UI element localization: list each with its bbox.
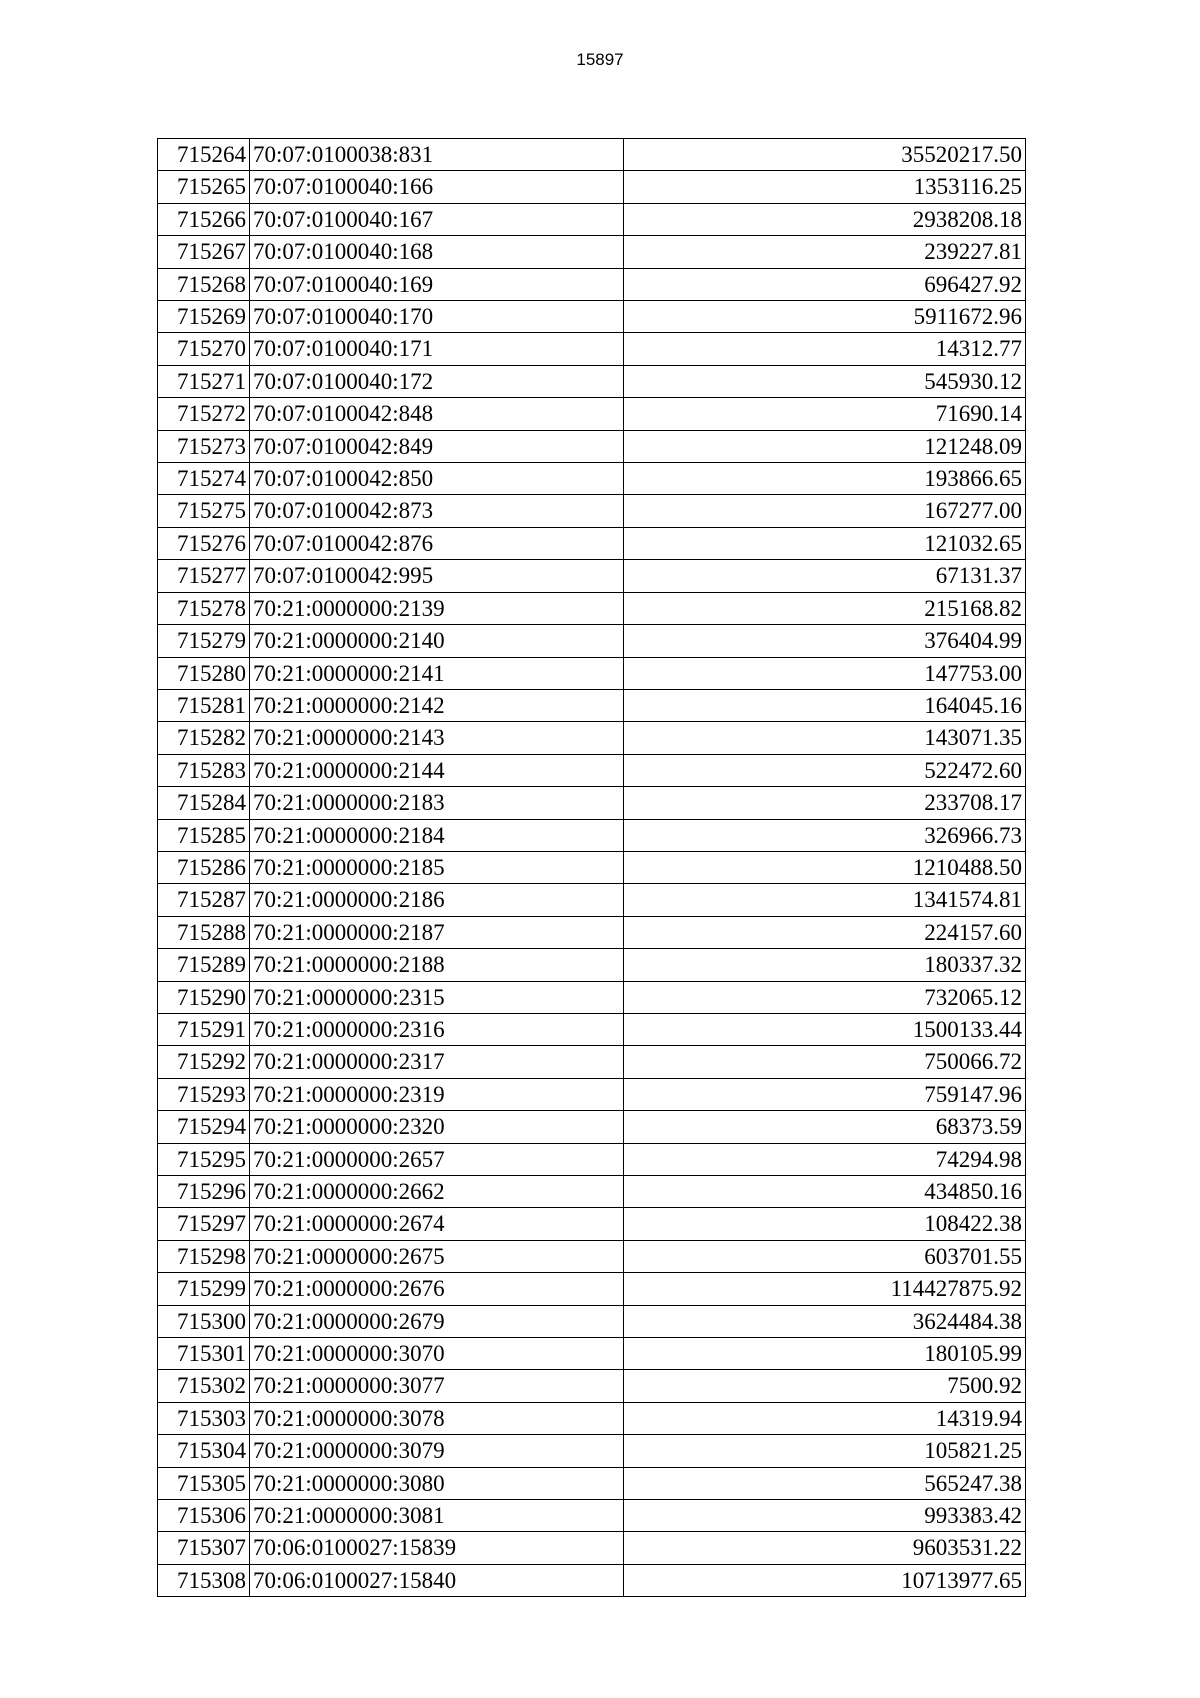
row-number-cell: 715275 bbox=[158, 495, 250, 527]
table-row bbox=[158, 1240, 1026, 1272]
row-number-cell: 715302 bbox=[158, 1370, 250, 1402]
table-row bbox=[158, 236, 1026, 268]
table-row bbox=[158, 916, 1026, 948]
table-row bbox=[158, 463, 1026, 495]
cadastral-number-cell: 70:21:0000000:2317 bbox=[250, 1046, 624, 1078]
value-cell: 434850.16 bbox=[624, 1176, 1026, 1208]
value-cell: 193866.65 bbox=[624, 463, 1026, 495]
value-cell: 5911672.96 bbox=[624, 301, 1026, 333]
registry-table-body bbox=[158, 139, 1026, 1597]
cadastral-number-cell: 70:21:0000000:2675 bbox=[250, 1240, 624, 1272]
cadastral-number-cell: 70:21:0000000:2142 bbox=[250, 689, 624, 721]
value-cell: 224157.60 bbox=[624, 916, 1026, 948]
cadastral-number-cell: 70:06:0100027:15839 bbox=[250, 1532, 624, 1564]
table-row bbox=[158, 1370, 1026, 1402]
table-row bbox=[158, 819, 1026, 851]
row-number-cell: 715296 bbox=[158, 1176, 250, 1208]
page-number: 15897 bbox=[576, 50, 624, 69]
row-number-cell: 715279 bbox=[158, 625, 250, 657]
table-row bbox=[158, 333, 1026, 365]
cadastral-number-cell: 70:21:0000000:2315 bbox=[250, 981, 624, 1013]
row-number-cell: 715281 bbox=[158, 689, 250, 721]
table-row bbox=[158, 1402, 1026, 1434]
table-row bbox=[158, 430, 1026, 462]
value-cell: 7500.92 bbox=[624, 1370, 1026, 1402]
cadastral-number-cell: 70:07:0100040:171 bbox=[250, 333, 624, 365]
row-number-cell: 715299 bbox=[158, 1273, 250, 1305]
value-cell: 1341574.81 bbox=[624, 884, 1026, 916]
cadastral-number-cell: 70:07:0100040:168 bbox=[250, 236, 624, 268]
cadastral-number-cell: 70:21:0000000:2316 bbox=[250, 1013, 624, 1045]
table-row bbox=[158, 171, 1026, 203]
cadastral-number-cell: 70:07:0100040:172 bbox=[250, 365, 624, 397]
value-cell: 233708.17 bbox=[624, 787, 1026, 819]
table-row bbox=[158, 592, 1026, 624]
row-number-cell: 715290 bbox=[158, 981, 250, 1013]
table-row bbox=[158, 301, 1026, 333]
row-number-cell: 715305 bbox=[158, 1467, 250, 1499]
table-row bbox=[158, 495, 1026, 527]
table-row bbox=[158, 1532, 1026, 1564]
cadastral-number-cell: 70:21:0000000:2140 bbox=[250, 625, 624, 657]
value-cell: 603701.55 bbox=[624, 1240, 1026, 1272]
cadastral-number-cell: 70:21:0000000:2141 bbox=[250, 657, 624, 689]
cadastral-number-cell: 70:21:0000000:2657 bbox=[250, 1143, 624, 1175]
row-number-cell: 715276 bbox=[158, 527, 250, 559]
row-number-cell: 715308 bbox=[158, 1564, 250, 1596]
table-row bbox=[158, 1305, 1026, 1337]
row-number-cell: 715270 bbox=[158, 333, 250, 365]
value-cell: 565247.38 bbox=[624, 1467, 1026, 1499]
table-row bbox=[158, 365, 1026, 397]
row-number-cell: 715271 bbox=[158, 365, 250, 397]
row-number-cell: 715286 bbox=[158, 851, 250, 883]
row-number-cell: 715301 bbox=[158, 1338, 250, 1370]
row-number-cell: 715294 bbox=[158, 1111, 250, 1143]
value-cell: 326966.73 bbox=[624, 819, 1026, 851]
row-number-cell: 715297 bbox=[158, 1208, 250, 1240]
value-cell: 105821.25 bbox=[624, 1435, 1026, 1467]
value-cell: 696427.92 bbox=[624, 268, 1026, 300]
cadastral-number-cell: 70:21:0000000:2674 bbox=[250, 1208, 624, 1240]
value-cell: 1353116.25 bbox=[624, 171, 1026, 203]
cadastral-number-cell: 70:21:0000000:2679 bbox=[250, 1305, 624, 1337]
table-row bbox=[158, 1435, 1026, 1467]
row-number-cell: 715306 bbox=[158, 1500, 250, 1532]
cadastral-number-cell: 70:21:0000000:2185 bbox=[250, 851, 624, 883]
row-number-cell: 715277 bbox=[158, 560, 250, 592]
cadastral-number-cell: 70:07:0100038:831 bbox=[250, 139, 624, 171]
value-cell: 67131.37 bbox=[624, 560, 1026, 592]
value-cell: 545930.12 bbox=[624, 365, 1026, 397]
row-number-cell: 715284 bbox=[158, 787, 250, 819]
table-row bbox=[158, 1013, 1026, 1045]
row-number-cell: 715274 bbox=[158, 463, 250, 495]
value-cell: 732065.12 bbox=[624, 981, 1026, 1013]
row-number-cell: 715293 bbox=[158, 1078, 250, 1110]
table-row bbox=[158, 1564, 1026, 1596]
value-cell: 147753.00 bbox=[624, 657, 1026, 689]
value-cell: 167277.00 bbox=[624, 495, 1026, 527]
row-number-cell: 715292 bbox=[158, 1046, 250, 1078]
value-cell: 759147.96 bbox=[624, 1078, 1026, 1110]
value-cell: 121032.65 bbox=[624, 527, 1026, 559]
table-row bbox=[158, 754, 1026, 786]
row-number-cell: 715283 bbox=[158, 754, 250, 786]
cadastral-number-cell: 70:07:0100040:166 bbox=[250, 171, 624, 203]
value-cell: 108422.38 bbox=[624, 1208, 1026, 1240]
cadastral-number-cell: 70:21:0000000:2186 bbox=[250, 884, 624, 916]
cadastral-number-cell: 70:21:0000000:2188 bbox=[250, 949, 624, 981]
value-cell: 121248.09 bbox=[624, 430, 1026, 462]
table-row bbox=[158, 1273, 1026, 1305]
value-cell: 993383.42 bbox=[624, 1500, 1026, 1532]
cadastral-number-cell: 70:07:0100042:850 bbox=[250, 463, 624, 495]
table-row bbox=[158, 1078, 1026, 1110]
value-cell: 164045.16 bbox=[624, 689, 1026, 721]
row-number-cell: 715282 bbox=[158, 722, 250, 754]
cadastral-number-cell: 70:21:0000000:3070 bbox=[250, 1338, 624, 1370]
cadastral-number-cell: 70:21:0000000:3077 bbox=[250, 1370, 624, 1402]
cadastral-number-cell: 70:07:0100042:876 bbox=[250, 527, 624, 559]
value-cell: 114427875.92 bbox=[624, 1273, 1026, 1305]
table-row bbox=[158, 625, 1026, 657]
value-cell: 74294.98 bbox=[624, 1143, 1026, 1175]
cadastral-number-cell: 70:21:0000000:2662 bbox=[250, 1176, 624, 1208]
table-row bbox=[158, 203, 1026, 235]
cadastral-number-cell: 70:21:0000000:2676 bbox=[250, 1273, 624, 1305]
table-row bbox=[158, 981, 1026, 1013]
cadastral-number-cell: 70:21:0000000:2144 bbox=[250, 754, 624, 786]
row-number-cell: 715273 bbox=[158, 430, 250, 462]
cadastral-number-cell: 70:06:0100027:15840 bbox=[250, 1564, 624, 1596]
table-row bbox=[158, 1467, 1026, 1499]
table-row bbox=[158, 1111, 1026, 1143]
cadastral-number-cell: 70:07:0100042:849 bbox=[250, 430, 624, 462]
cadastral-number-cell: 70:21:0000000:2183 bbox=[250, 787, 624, 819]
value-cell: 35520217.50 bbox=[624, 139, 1026, 171]
row-number-cell: 715269 bbox=[158, 301, 250, 333]
table-row bbox=[158, 139, 1026, 171]
value-cell: 239227.81 bbox=[624, 236, 1026, 268]
cadastral-number-cell: 70:07:0100040:170 bbox=[250, 301, 624, 333]
table-row bbox=[158, 398, 1026, 430]
cadastral-number-cell: 70:21:0000000:2184 bbox=[250, 819, 624, 851]
table-row bbox=[158, 722, 1026, 754]
value-cell: 180105.99 bbox=[624, 1338, 1026, 1370]
table-row bbox=[158, 1176, 1026, 1208]
value-cell: 215168.82 bbox=[624, 592, 1026, 624]
row-number-cell: 715266 bbox=[158, 203, 250, 235]
row-number-cell: 715303 bbox=[158, 1402, 250, 1434]
value-cell: 376404.99 bbox=[624, 625, 1026, 657]
row-number-cell: 715289 bbox=[158, 949, 250, 981]
cadastral-number-cell: 70:21:0000000:2319 bbox=[250, 1078, 624, 1110]
value-cell: 1210488.50 bbox=[624, 851, 1026, 883]
table-row bbox=[158, 949, 1026, 981]
table-row bbox=[158, 851, 1026, 883]
table-row bbox=[158, 560, 1026, 592]
table-row bbox=[158, 1500, 1026, 1532]
table-row bbox=[158, 268, 1026, 300]
table-row bbox=[158, 657, 1026, 689]
row-number-cell: 715304 bbox=[158, 1435, 250, 1467]
cadastral-number-cell: 70:07:0100042:995 bbox=[250, 560, 624, 592]
cadastral-number-cell: 70:21:0000000:2139 bbox=[250, 592, 624, 624]
cadastral-number-cell: 70:21:0000000:2187 bbox=[250, 916, 624, 948]
value-cell: 10713977.65 bbox=[624, 1564, 1026, 1596]
row-number-cell: 715288 bbox=[158, 916, 250, 948]
row-number-cell: 715278 bbox=[158, 592, 250, 624]
value-cell: 68373.59 bbox=[624, 1111, 1026, 1143]
row-number-cell: 715264 bbox=[158, 139, 250, 171]
registry-table bbox=[157, 138, 1026, 1597]
cadastral-number-cell: 70:21:0000000:3078 bbox=[250, 1402, 624, 1434]
value-cell: 750066.72 bbox=[624, 1046, 1026, 1078]
value-cell: 522472.60 bbox=[624, 754, 1026, 786]
cadastral-number-cell: 70:21:0000000:2320 bbox=[250, 1111, 624, 1143]
cadastral-number-cell: 70:21:0000000:3081 bbox=[250, 1500, 624, 1532]
cadastral-number-cell: 70:21:0000000:3079 bbox=[250, 1435, 624, 1467]
table-row bbox=[158, 1208, 1026, 1240]
value-cell: 9603531.22 bbox=[624, 1532, 1026, 1564]
row-number-cell: 715272 bbox=[158, 398, 250, 430]
row-number-cell: 715307 bbox=[158, 1532, 250, 1564]
cadastral-number-cell: 70:07:0100042:873 bbox=[250, 495, 624, 527]
table-row bbox=[158, 1046, 1026, 1078]
value-cell: 180337.32 bbox=[624, 949, 1026, 981]
table-row bbox=[158, 787, 1026, 819]
row-number-cell: 715268 bbox=[158, 268, 250, 300]
cadastral-number-cell: 70:07:0100042:848 bbox=[250, 398, 624, 430]
cadastral-number-cell: 70:07:0100040:169 bbox=[250, 268, 624, 300]
row-number-cell: 715291 bbox=[158, 1013, 250, 1045]
row-number-cell: 715287 bbox=[158, 884, 250, 916]
cadastral-number-cell: 70:21:0000000:3080 bbox=[250, 1467, 624, 1499]
row-number-cell: 715265 bbox=[158, 171, 250, 203]
row-number-cell: 715267 bbox=[158, 236, 250, 268]
table-row bbox=[158, 884, 1026, 916]
value-cell: 71690.14 bbox=[624, 398, 1026, 430]
value-cell: 14312.77 bbox=[624, 333, 1026, 365]
cadastral-number-cell: 70:21:0000000:2143 bbox=[250, 722, 624, 754]
table-row bbox=[158, 689, 1026, 721]
table-row bbox=[158, 1143, 1026, 1175]
row-number-cell: 715285 bbox=[158, 819, 250, 851]
row-number-cell: 715295 bbox=[158, 1143, 250, 1175]
table-row bbox=[158, 1338, 1026, 1370]
value-cell: 14319.94 bbox=[624, 1402, 1026, 1434]
row-number-cell: 715300 bbox=[158, 1305, 250, 1337]
cadastral-number-cell: 70:07:0100040:167 bbox=[250, 203, 624, 235]
value-cell: 1500133.44 bbox=[624, 1013, 1026, 1045]
row-number-cell: 715280 bbox=[158, 657, 250, 689]
value-cell: 143071.35 bbox=[624, 722, 1026, 754]
value-cell: 3624484.38 bbox=[624, 1305, 1026, 1337]
row-number-cell: 715298 bbox=[158, 1240, 250, 1272]
value-cell: 2938208.18 bbox=[624, 203, 1026, 235]
table-row bbox=[158, 527, 1026, 559]
